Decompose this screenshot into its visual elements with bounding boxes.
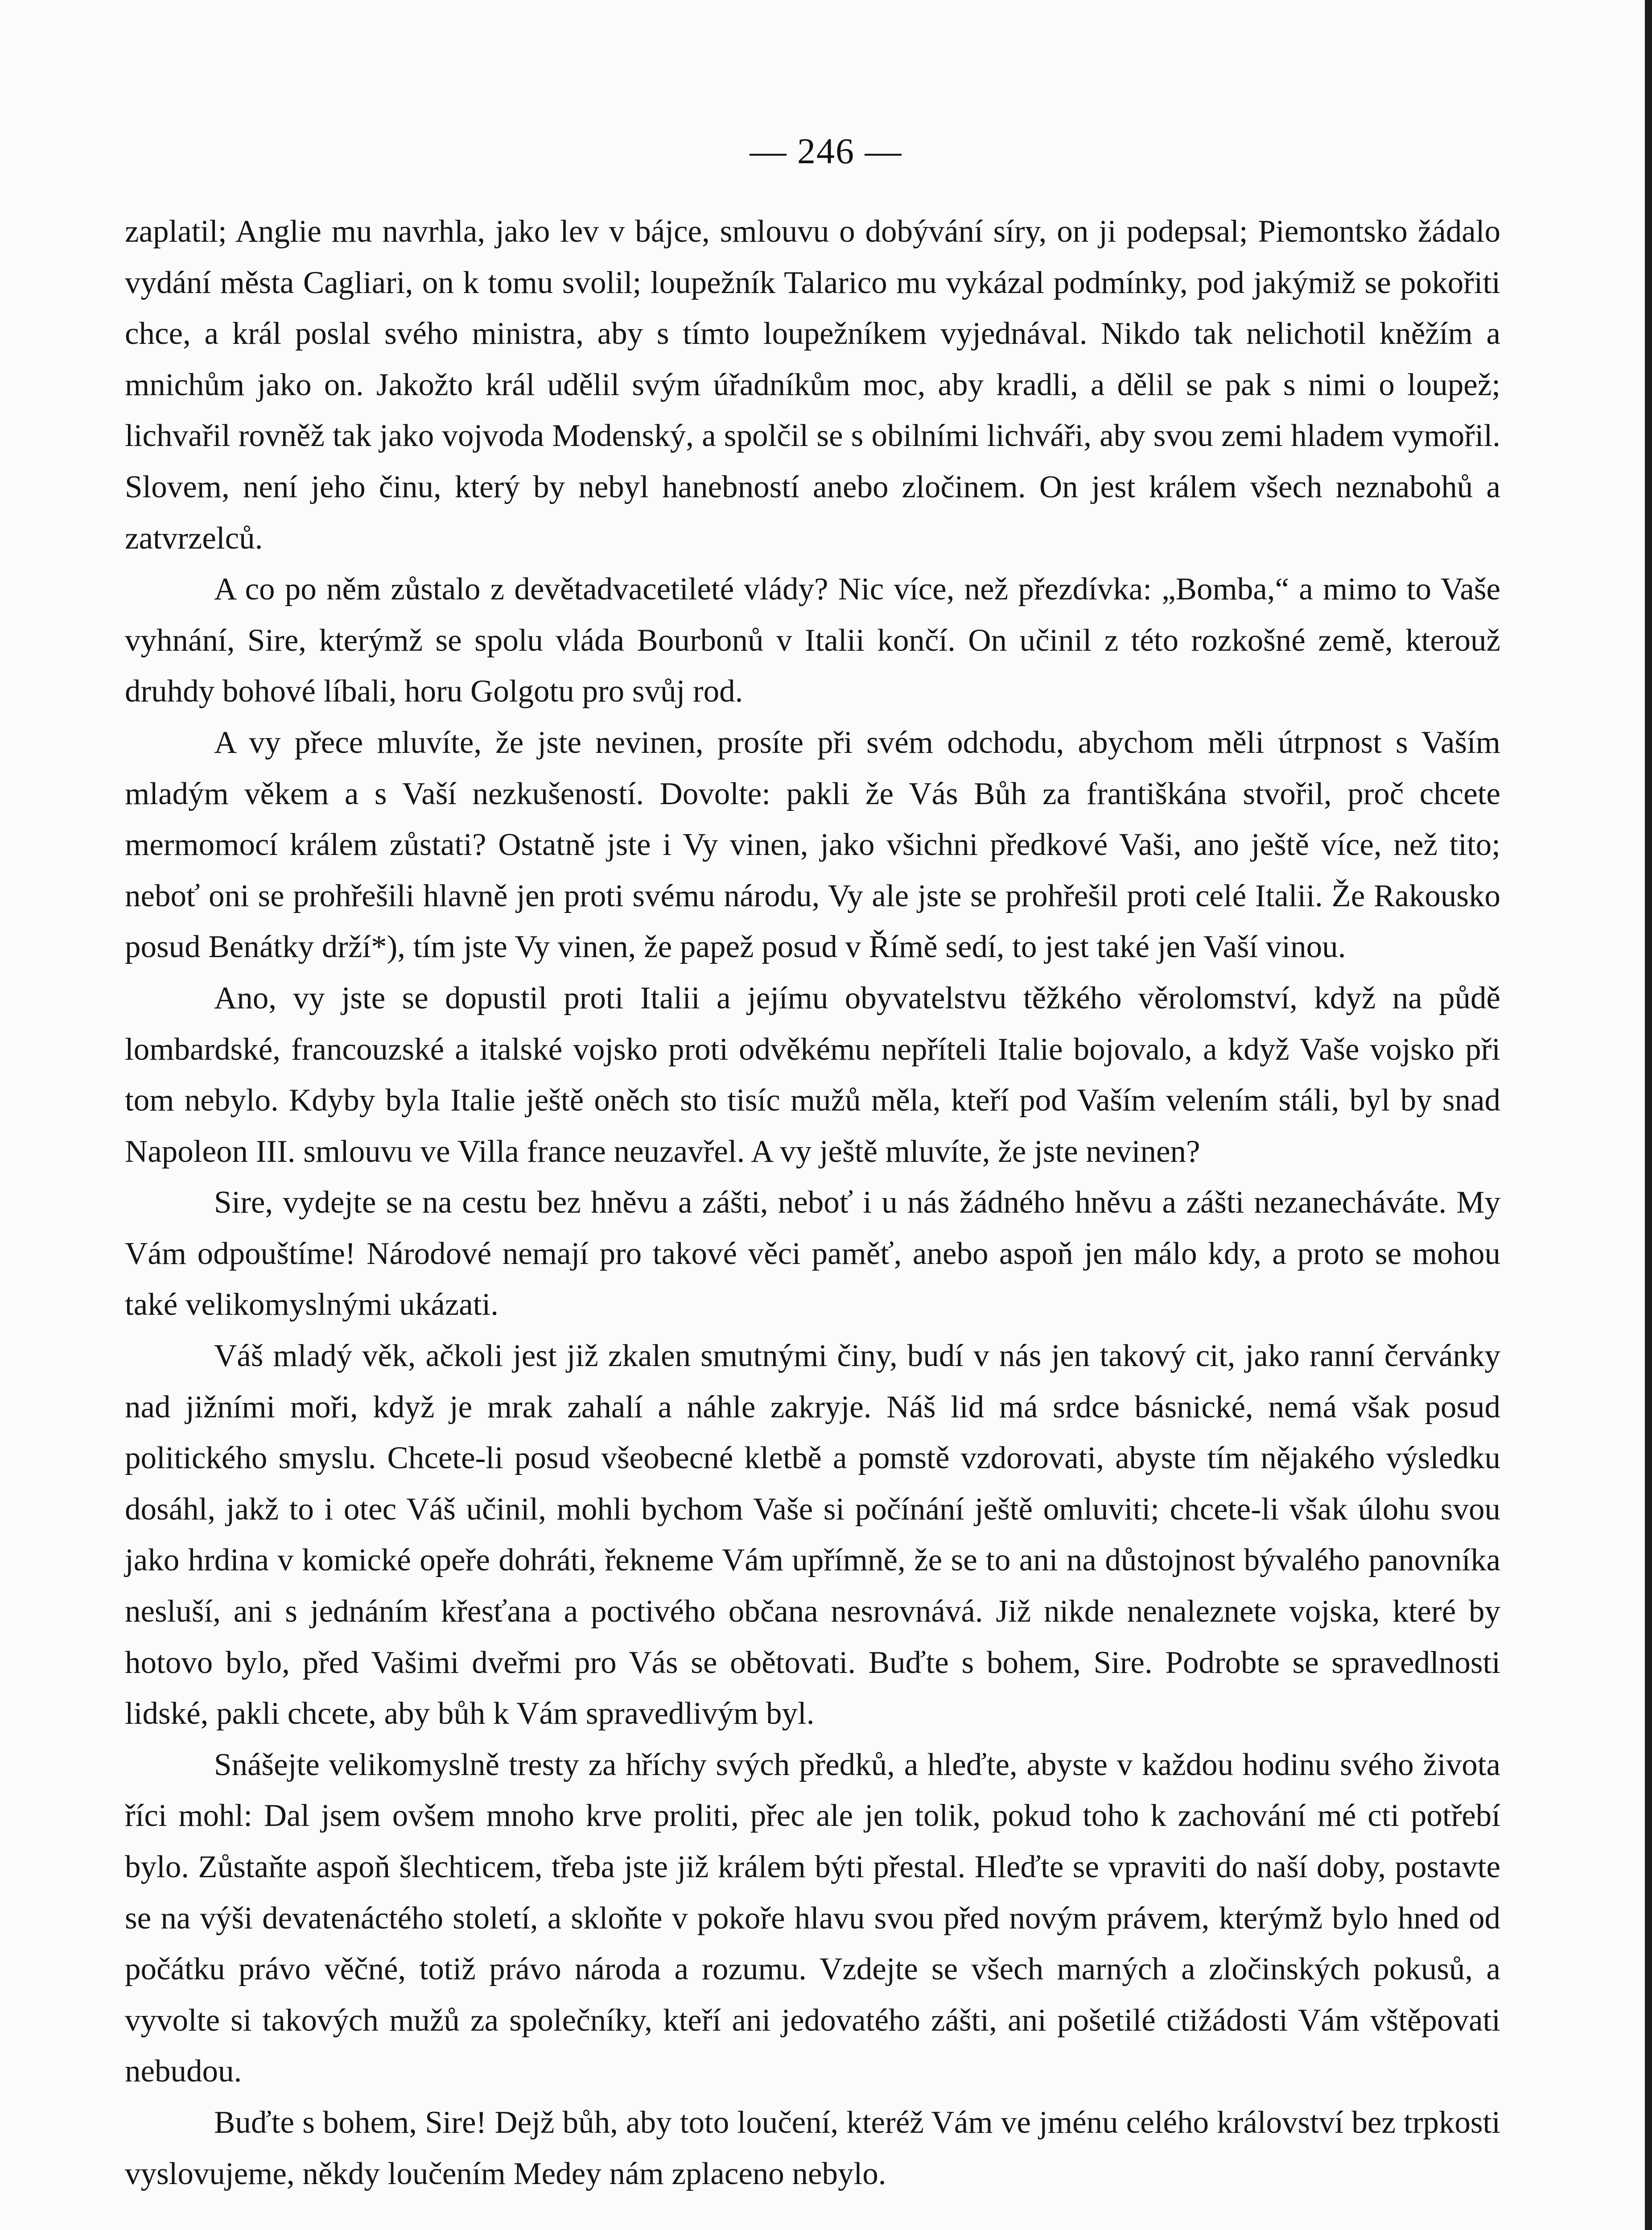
page-number: — 246 — [750,131,902,171]
scan-edge-shadow [1645,0,1652,2230]
paragraph-2: A co po něm zůstalo z devětadvacetileté vlády? Nic více, než přezdívka: „Bomba,“ a mimo to Vaše vyhnání, Sire, kterýmž se spolu vláda Bourbonů v Italii končí. On učinil z této rozkošné země, kterouž druhdy bohové líbali, horu Golgotu pro svůj rod. [125,572,1500,709]
paragraph-4: Ano, vy jste se dopustil proti Italii a jejímu obyvatelstvu těžkého věrolomství, když na půdě lombardské, francouzské a italské vojsko proti odvěkému nepříteli Italie bojovalo, a když Vaše vojsko při tom nebylo. Kdyby byla Italie ještě oněch sto tisíc mužů měla, kteří pod Vaším velením stáli, byl by snad Napoleon III. smlouvu ve Villa france neuzavřel. A vy ještě mluvíte, že jste nevinen? [125,980,1500,1169]
paragraph-5: Sire, vydejte se na cestu bez hněvu a zášti, neboť i u nás žádného hněvu a zášti nezanecháváte. My Vám odpouštíme! Národové nemají pro takové věci paměť, anebo aspoň jen málo kdy, a proto se mohou také velikomyslnými ukázati. [125,1185,1500,1322]
body-text [125,206,1500,2199]
paragraph-8: Buďte s bohem, Sire! Dejž bůh, aby toto loučení, kteréž Vám ve jménu celého království bez trpkosti vyslovujeme, někdy loučením Medey nám zplaceno nebylo. [125,2105,1500,2191]
paragraph-1: zaplatil; Anglie mu navrhla, jako lev v bájce, smlouvu o dobývání síry, on ji podepsal; Piemontsko žádalo vydání města Cagliari, on k tomu svolil; loupežník Talarico mu vykázal podmínky, pod jakýmiž se pokořiti chce, a král poslal svého ministra, aby s tímto loupežníkem vyjednával. Nikdo tak nelichotil kněžím a mnichům jako on. Jakožto král udělil svým úřadníkům moc, aby kradli, a dělil se pak s nimi o loupež; lichvařil rovněž tak jako vojvoda Modenský, a spolčil se s obilními lichváři, aby svou zemi hladem vymořil. Slovem, není jeho činu, který by nebyl hanebností anebo zločinem. On jest králem všech neznabohů a zatvrzelců. [125,214,1500,556]
paragraph-3: A vy přece mluvíte, že jste nevinen, prosíte při svém odchodu, abychom měli útrpnost s Vaším mladým věkem a s Vaší nezkušeností. Dovolte: pakli že Vás Bůh za františkána stvořil, proč chcete mermomocí králem zůstati? Ostatně jste i Vy vinen, jako všichni předkové Vaši, ano ještě více, než tito; neboť oni se prohřešili hlavně jen proti svému národu, Vy ale jste se prohřešil proti celé Italii. Že Rakousko posud Benátky drží*), tím jste Vy vinen, že papež posud v Římě sedí, to jest také jen Vaší vinou. [125,725,1500,965]
paragraph-6: Váš mladý věk, ačkoli jest již zkalen smutnými činy, budí v nás jen takový cit, jako ranní červánky nad jižními moři, když je mrak zahalí a náhle zakryje. Náš lid má srdce básnické, nemá však posud politického smyslu. Chcete-li posud všeobecné kletbě a pomstě vzdorovati, abyste tím nějakého výsledku dosáhl, jakž to i otec Váš učinil, mohli bychom Vaše si počínání ještě omluviti; chcete-li však úlohu svou jako hrdina v komické opeře dohráti, řekneme Vám upřímně, že se to ani na důstojnost bývalého panovníka nesluší, ani s jednáním křesťana a poctivého občana nesrovnává. Již nikde nenaleznete vojska, které by hotovo bylo, před Vašimi dveřmi pro Vás se obětovati. Buďte s bohem, Sire. Podrobte se spravedlnosti lidské, pakli chcete, aby bůh k Vám spravedlivým byl. [125,1338,1500,1731]
paragraph-7: Snášejte velikomyslně tresty za hříchy svých předků, a hleďte, abyste v každou hodinu svého života říci mohl: Dal jsem ovšem mnoho krve proliti, přec ale jen tolik, pokud toho k zachování mé cti potřebí bylo. Zůstaňte aspoň šlechticem, třeba jste již králem býti přestal. Hleďte se vpraviti do naší doby, postavte se na výši devatenáctého století, a skloňte v pokoře hlavu svou před novým právem, kterýmž bylo hned od počátku právo věčné, totiž právo národa a rozumu. Vzdejte se všech marných a zločinských pokusů, a vyvolte si takových mužů za společníky, kteří ani jedovatého zášti, ani pošetilé ctižádosti Vám vštěpovati nebudou. [125,1747,1500,2089]
